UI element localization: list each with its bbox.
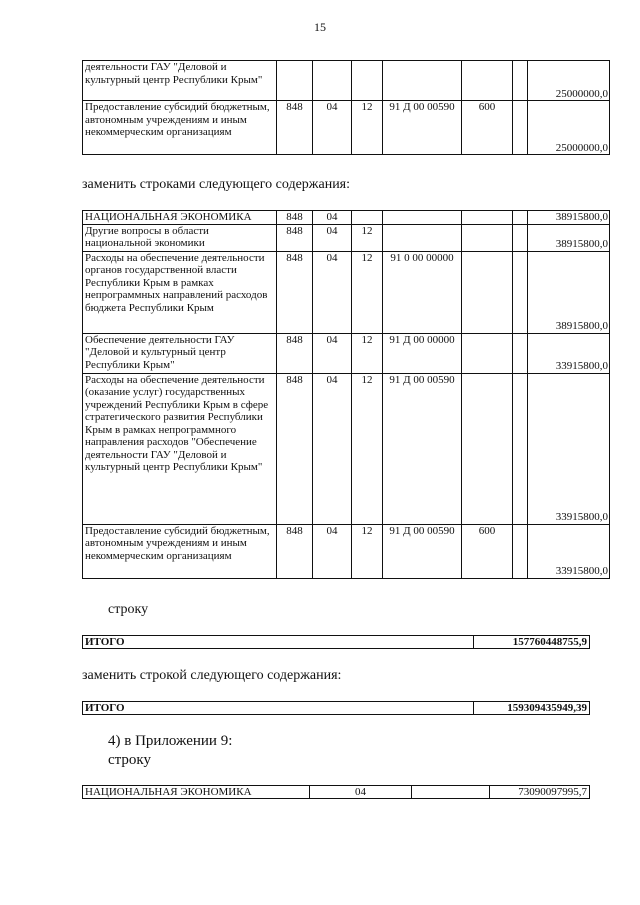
cell-rz: 04 [310, 786, 412, 799]
cell-csr: 91 0 00 00000 [383, 251, 462, 333]
cell-empty [513, 251, 528, 333]
cell-ved: 848 [277, 224, 313, 251]
cell-ved: 848 [277, 211, 313, 225]
cell-amount: 38915800,0 [528, 251, 610, 333]
cell-name: Расходы на обеспечение деятельности органов государственной власти Республики Крым в рамках непрограммных направлений расходов бюджета Республики Крым [83, 251, 277, 333]
cell-rz: 04 [313, 524, 352, 578]
budget-table-continuation [82, 60, 610, 155]
cell-rz: 04 [313, 211, 352, 225]
cell-amount: 73090097995,7 [490, 786, 590, 799]
cell-rz: 04 [313, 251, 352, 333]
cell-amount: 25000000,0 [528, 61, 610, 101]
budget-table-replacement [82, 210, 610, 579]
cell-vr [462, 61, 513, 101]
cell-empty [513, 224, 528, 251]
table-row [83, 224, 610, 251]
table-row [83, 702, 590, 715]
cell-vr [462, 333, 513, 373]
appendix9-table [82, 785, 590, 799]
table-row [83, 61, 610, 101]
cell-pr [352, 61, 383, 101]
page-number: 15 [314, 20, 326, 34]
table-row [83, 373, 610, 524]
table-row [83, 786, 590, 799]
table-row [83, 524, 610, 578]
cell-name: НАЦИОНАЛЬНАЯ ЭКОНОМИКА [83, 211, 277, 225]
cell-csr [383, 224, 462, 251]
replace-row-text: заменить строкой следующего содержания: [82, 668, 342, 683]
cell-ved: 848 [277, 524, 313, 578]
cell-empty [412, 786, 490, 799]
cell-pr: 12 [352, 333, 383, 373]
cell-name: НАЦИОНАЛЬНАЯ ЭКОНОМИКА [83, 786, 310, 799]
total-amount: 159309435949,39 [474, 702, 590, 715]
cell-amount: 33915800,0 [528, 524, 610, 578]
cell-name: Другие вопросы в области национальной экономики [83, 224, 277, 251]
cell-rz [313, 61, 352, 101]
cell-amount: 25000000,0 [528, 101, 610, 155]
cell-empty [513, 524, 528, 578]
cell-ved [277, 61, 313, 101]
table-row [83, 101, 610, 155]
cell-ved: 848 [277, 333, 313, 373]
cell-name: Предоставление субсидий бюджетным, автономным учреждениям и иным некоммерческим организациям [83, 524, 277, 578]
cell-rz: 04 [313, 333, 352, 373]
total-table-old [82, 635, 590, 649]
appendix-heading: 4) в Приложении 9: [108, 733, 233, 749]
row-word-2: строку [108, 752, 151, 768]
cell-name: Расходы на обеспечение деятельности (оказание услуг) государственных учреждений Республики Крым в сфере стратегического развития Республики Крым в рамках непрограммного направления расходов "Обеспечение деятельности ГАУ "Деловой и культурный центр Республики Крым" [83, 373, 277, 524]
cell-vr [462, 211, 513, 225]
cell-csr: 91 Д 00 00590 [383, 373, 462, 524]
cell-csr [383, 61, 462, 101]
cell-vr: 600 [462, 101, 513, 155]
total-label: ИТОГО [83, 702, 474, 715]
cell-csr: 91 Д 00 00590 [383, 101, 462, 155]
cell-name: Обеспечение деятельности ГАУ "Деловой и культурный центр Республики Крым" [83, 333, 277, 373]
cell-rz: 04 [313, 101, 352, 155]
cell-amount: 33915800,0 [528, 333, 610, 373]
cell-pr: 12 [352, 101, 383, 155]
cell-csr [383, 211, 462, 225]
cell-empty [513, 101, 528, 155]
total-amount: 157760448755,9 [474, 636, 590, 649]
cell-ved: 848 [277, 251, 313, 333]
cell-csr: 91 Д 00 00000 [383, 333, 462, 373]
cell-empty [513, 373, 528, 524]
cell-pr [352, 211, 383, 225]
cell-rz: 04 [313, 373, 352, 524]
cell-pr: 12 [352, 251, 383, 333]
cell-ved: 848 [277, 101, 313, 155]
cell-vr: 600 [462, 524, 513, 578]
cell-vr [462, 224, 513, 251]
cell-ved: 848 [277, 373, 313, 524]
total-label: ИТОГО [83, 636, 474, 649]
row-word-1: строку [108, 602, 149, 617]
replace-rows-text: заменить строками следующего содержания: [82, 177, 351, 192]
cell-vr [462, 251, 513, 333]
table-row [83, 211, 610, 225]
cell-empty [513, 211, 528, 225]
cell-empty [513, 61, 528, 101]
cell-pr: 12 [352, 224, 383, 251]
cell-csr: 91 Д 00 00590 [383, 524, 462, 578]
cell-amount: 38915800,0 [528, 211, 610, 225]
cell-amount: 38915800,0 [528, 224, 610, 251]
table-row [83, 333, 610, 373]
cell-name: Предоставление субсидий бюджетным, автономным учреждениям и иным некоммерческим организациям [83, 101, 277, 155]
cell-rz: 04 [313, 224, 352, 251]
table-row [83, 636, 590, 649]
cell-vr [462, 373, 513, 524]
cell-pr: 12 [352, 373, 383, 524]
cell-amount: 33915800,0 [528, 373, 610, 524]
table-row [83, 251, 610, 333]
cell-name: деятельности ГАУ "Деловой и культурный центр Республики Крым" [83, 61, 277, 101]
cell-empty [513, 333, 528, 373]
total-table-new [82, 701, 590, 715]
cell-pr: 12 [352, 524, 383, 578]
